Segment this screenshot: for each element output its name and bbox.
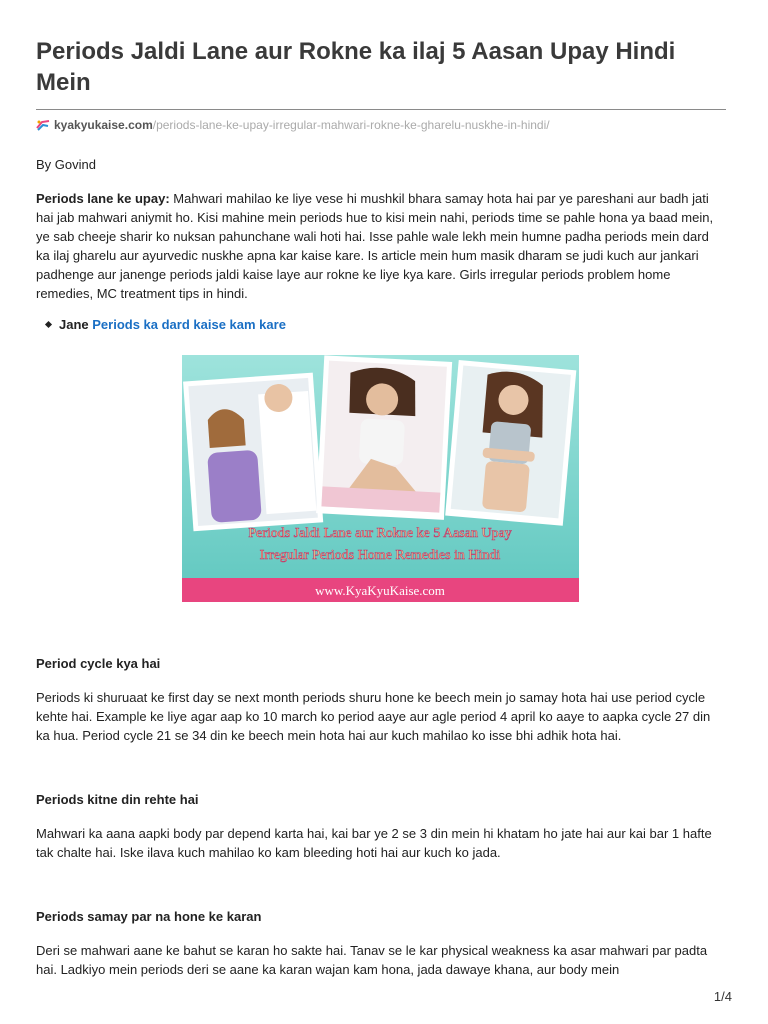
source-domain[interactable]: kyakyukaise.com bbox=[54, 118, 153, 132]
hero-image bbox=[182, 355, 579, 602]
banner-site-url: www.KyaKyuKaise.com bbox=[315, 583, 445, 598]
article-title: Periods Jaldi Lane aur Rokne ka ilaj 5 Aasan Upay Hindi Mein bbox=[36, 38, 676, 96]
related-article-link[interactable]: Periods ka dard kaise kam kare bbox=[92, 317, 286, 332]
intro-paragraph bbox=[36, 189, 726, 303]
banner-caption-line2: Irregular Periods Home Remedies in Hindi bbox=[259, 548, 501, 563]
list-item bbox=[46, 317, 286, 332]
section-body: Mahwari ka aana aapki body par depend karta hai, kai bar ye 2 se 3 din mein hi khatam ho jate hai aur kai bar 1 hafte tak chalte hai. Iske ilava kuch mahilao ko kam bleeding hoti hai aur kuch ko jada. bbox=[36, 826, 712, 860]
site-logo-icon bbox=[36, 119, 50, 131]
source-line bbox=[36, 117, 550, 133]
bullet-prefix: Jane bbox=[59, 317, 93, 332]
section-body: Periods ki shuruaat ke first day se next month periods shuru hone ke beech mein jo samay hota hai use period cycle kehte hai. Example ke liye agar aap ko 10 march ko period aaye aur agle period 4 april ko aaye to aapka cycle 27 din ka hua. Period cycle 21 se 34 din ke beech mein hota hai aur kuch mahilao ko isse bhi adhik hota hai. bbox=[36, 690, 711, 743]
section-heading: Periods kitne din rehte hai bbox=[36, 792, 199, 807]
byline: By Govind bbox=[36, 157, 96, 172]
intro-text: Mahwari mahilao ke liye vese hi mushkil bhara samay hota hai par ye pareshani aur badh jati hai jab mahwari aniymit ho. Kisi mahine mein periods hue to kisi mein nahi, periods time se pahle hona ya baad mein, ye sab cheeje sharir ko nuksan pahunchane wali hoti hai. Isse pahle wale lekh mein humne padha periods mein dard ka ilaj gharelu aur ayurvedic nuskhe apna kar kaise kare. Is article mein hum masik dharam se judi kuch aur jankari padhenge aur janenge periods jaldi kaise laye aur rokne ke liye kya kare. Girls irregular periods problem home remedies, MC treatment tips in hindi. bbox=[36, 191, 714, 301]
banner-caption-line1: Periods Jaldi Lane aur Rokne ke 5 Aasan Upay bbox=[248, 526, 512, 541]
section-heading: Period cycle kya hai bbox=[36, 656, 161, 671]
intro-bold: Periods lane ke upay: bbox=[36, 191, 170, 206]
bullet-icon bbox=[45, 321, 52, 328]
section-heading: Periods samay par na hone ke karan bbox=[36, 909, 262, 924]
source-path[interactable]: /periods-lane-ke-upay-irregular-mahwari-rokne-ke-gharelu-nuskhe-in-hindi/ bbox=[152, 118, 550, 132]
page-number: 1/4 bbox=[713, 989, 732, 1004]
title-divider bbox=[36, 109, 726, 110]
section-body: Deri se mahwari aane ke bahut se karan ho sakte hai. Tanav se le kar physical weakness ka asar mahwari par padta hai. Ladkiyo mein periods deri se aane ka karan wajan kam hona, jada dawaye khana, aur body mein bbox=[36, 943, 708, 977]
